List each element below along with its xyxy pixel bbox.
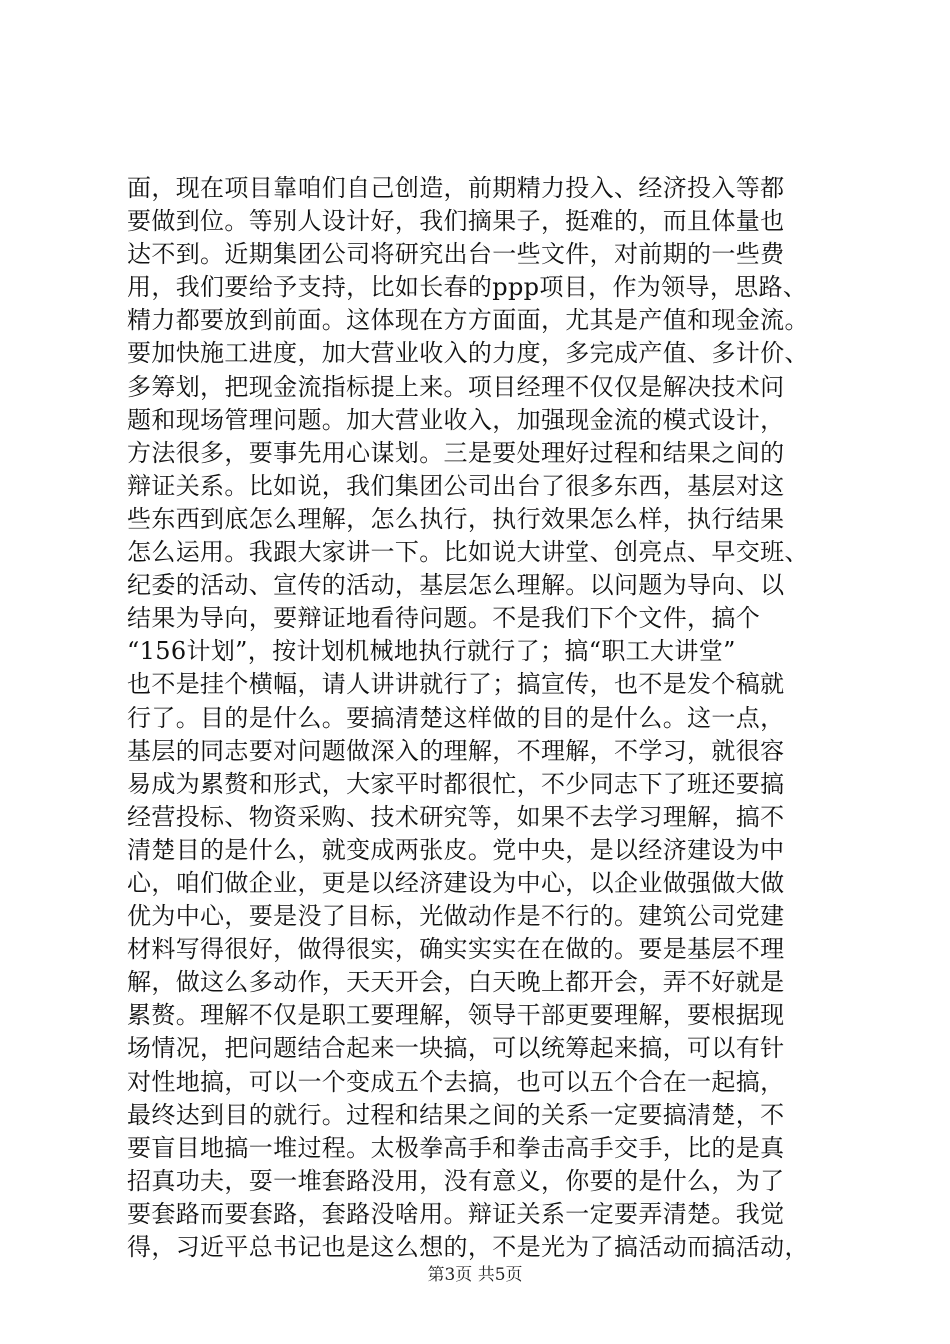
text-line: 心，咱们做企业，更是以经济建设为中心，以企业做强做大做 xyxy=(127,868,785,897)
text-line: 累赘。理解不仅是职工要理解，领导干部更要理解，要根据现 xyxy=(127,1001,785,1030)
text-line: 经营投标、物资采购、技术研究等，如果不去学习理解，搞不 xyxy=(127,802,785,831)
text-line: 基层的同志要对问题做深入的理解，不理解，不学习，就很容 xyxy=(127,736,785,765)
text-line: 面，现在项目靠咱们自己创造，前期精力投入、经济投入等都 xyxy=(127,174,785,202)
text-line: 招真功夫，耍一堆套路没用，没有意义，你要的是什么，为了 xyxy=(127,1166,785,1195)
text-line: 清楚目的是什么，就变成两张皮。党中央，是以经济建设为中 xyxy=(127,835,785,864)
text-line: 优为中心，要是没了目标，光做动作是不行的。建筑公司党建 xyxy=(127,902,785,931)
text-line: 些东西到底怎么理解，怎么执行，执行效果怎么样，执行结果 xyxy=(127,504,785,533)
text-line: 方法很多，要事先用心谋划。三是要处理好过程和结果之间的 xyxy=(127,438,785,467)
text-line: 辩证关系。比如说，我们集团公司出台了很多东西，基层对这 xyxy=(127,471,785,500)
text-line: 行了。目的是什么。要搞清楚这样做的目的是什么。这一点， xyxy=(127,703,785,732)
text-line: 要加快施工进度，加大营业收入的力度，多完成产值、多计价、 xyxy=(127,339,809,368)
page-number-footer: 第3页 共5页 xyxy=(427,1265,523,1285)
text-line: 最终达到目的就行。过程和结果之间的关系一定要搞清楚，不 xyxy=(127,1100,785,1129)
text-line: 场情况，把问题结合起来一块搞，可以统筹起来搞，可以有针 xyxy=(127,1034,785,1063)
text-line: 达不到。近期集团公司将研究出台一些文件，对前期的一些费 xyxy=(127,240,785,269)
body-text xyxy=(127,172,847,1264)
text-line: 对性地搞，可以一个变成五个去搞，也可以五个合在一起搞， xyxy=(127,1067,785,1096)
text-line: 用，我们要给予支持，比如长春的ppp项目，作为领导，思路、 xyxy=(127,273,808,302)
text-line: 多筹划，把现金流指标提上来。项目经理不仅仅是解决技术问 xyxy=(127,372,785,401)
text-line: 得，习近平总书记也是这么想的，不是光为了搞活动而搞活动， xyxy=(127,1233,809,1261)
text-line: 要做到位。等别人设计好，我们摘果子，挺难的，而且体量也 xyxy=(127,207,785,236)
text-line: 要套路而要套路，套路没啥用。辩证关系一定要弄清楚。我觉 xyxy=(127,1199,785,1228)
text-line: 要盲目地搞一堆过程。太极拳高手和拳击高手交手，比的是真 xyxy=(127,1133,785,1162)
text-line: 结果为导向，要辩证地看待问题。不是我们下个文件，搞个 xyxy=(127,604,761,633)
text-line: “156计划”，按计划机械地执行就行了；搞“职工大讲堂” xyxy=(127,637,736,666)
text-line: 精力都要放到前面。这体现在方方面面，尤其是产值和现金流。 xyxy=(127,306,809,335)
text-line: 怎么运用。我跟大家讲一下。比如说大讲堂、创亮点、早交班、 xyxy=(127,538,809,567)
text-line: 题和现场管理问题。加大营业收入，加强现金流的模式设计， xyxy=(127,405,785,434)
text-line: 易成为累赘和形式，大家平时都很忙，不少同志下了班还要搞 xyxy=(127,769,785,798)
text-line: 材料写得很好，做得很实，确实实实在在做的。要是基层不理 xyxy=(127,935,785,964)
text-line: 解，做这么多动作，天天开会，白天晚上都开会，弄不好就是 xyxy=(127,968,785,997)
text-line: 也不是挂个横幅，请人讲讲就行了；搞宣传，也不是发个稿就 xyxy=(127,670,785,699)
text-line: 纪委的活动、宣传的活动，基层怎么理解。以问题为导向、以 xyxy=(127,571,785,600)
